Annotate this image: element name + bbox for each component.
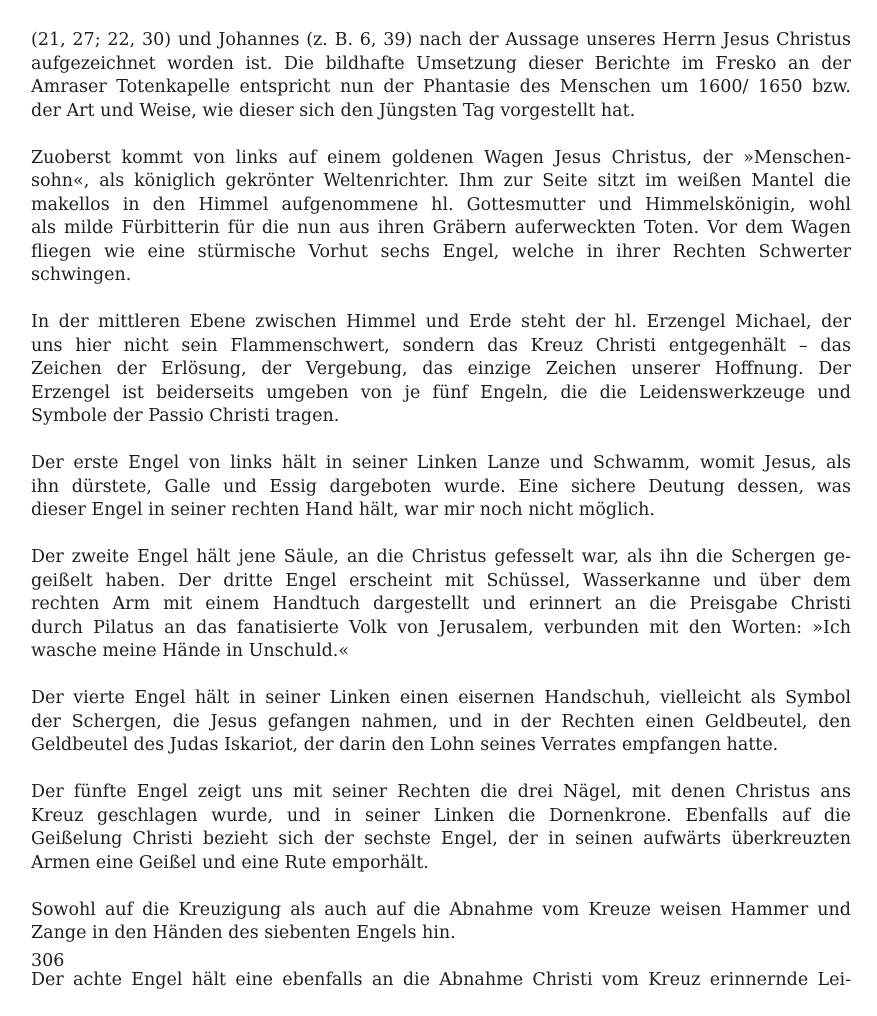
paragraph <box>31 311 851 429</box>
text-line: Sowohl auf die Kreuzigung als auch auf die Abnahme vom Kreuze weisen Hammer und <box>31 899 851 920</box>
text-line: ihn dürstete, Galle und Essig dargeboten wurde. Eine sichere Deutung dessen, was <box>31 476 851 497</box>
text-line: durch Pilatus an das fanatisierte Volk von Jerusalem, verbunden mit den Worten: »Ich <box>31 617 851 638</box>
text-line: dieser Engel in seiner rechten Hand hält, war mir noch nicht möglich. <box>31 500 655 520</box>
text-line: Zuoberst kommt von links auf einem goldenen Wagen Jesus Christus, der »Menschen- <box>31 147 851 168</box>
text-line: rechten Arm mit einem Handtuch dargestellt und erinnert an die Preisgabe Christi <box>31 594 851 614</box>
paragraph <box>31 899 851 946</box>
body-text <box>31 29 851 1016</box>
text-line: Symbole der Passio Christi tragen. <box>31 406 340 426</box>
text-line: geißelt haben. Der dritte Engel erscheint mit Schüssel, Wasserkanne und über dem <box>31 570 851 591</box>
text-line: Der achte Engel hält eine ebenfalls an die Abnahme Christi vom Kreuz erinnernde Lei- <box>31 970 851 990</box>
text-line: Armen eine Geißel und eine Rute emporhält. <box>31 852 429 873</box>
text-line: Zange in den Händen des siebenten Engels hin. <box>31 923 456 943</box>
text-line: (21, 27; 22, 30) und Johannes (z. B. 6, 39) nach der Aussage unseres Herrn Jesus Christus <box>31 30 851 50</box>
text-line: fliegen wie eine stürmische Vorhut sechs Engel, welche in ihrer Rechten Schwerter <box>31 241 851 262</box>
text-line: Geldbeutel des Judas Iskariot, der darin den Lohn seines Verrates empfangen hatte. <box>31 735 779 755</box>
paragraph <box>31 452 851 523</box>
text-line: wasche meine Hände in Unschuld.« <box>31 641 350 661</box>
text-line: Amraser Totenkapelle entspricht nun der Phantasie des Menschen um 1600/ 1650 bzw. <box>31 77 851 97</box>
paragraph <box>31 687 851 758</box>
text-line: Der erste Engel von links hält in seiner Linken Lanze und Schwamm, womit Jesus, als <box>31 453 851 473</box>
text-line: aufgezeichnet worden ist. Die bildhafte Umsetzung dieser Berichte im Fresko an der <box>31 53 851 74</box>
text-line: als milde Fürbitterin für die nun aus ihren Gräbern auferweckten Toten. Vor dem Wagen <box>31 218 851 238</box>
paragraph <box>31 29 851 123</box>
text-line: Geißelung Christi bezieht sich der sechste Engel, der in seinen aufwärts überkreuzten <box>31 829 851 849</box>
text-line: Der vierte Engel hält in seiner Linken einen eisernen Handschuh, vielleicht als Symbol <box>31 688 851 708</box>
text-line: Erzengel ist beiderseits umgeben von je fünf Engeln, die die Leidenswerkzeuge und <box>31 382 851 403</box>
text-line: Zeichen der Erlösung, der Vergebung, das einzige Zeichen unserer Hoffnung. Der <box>31 359 851 379</box>
text-line: sohn«, als königlich gekrönter Weltenrichter. Ihm zur Seite sitzt im weißen Mantel die <box>31 171 851 191</box>
paragraph <box>31 781 851 875</box>
text-line: Kreuz geschlagen wurde, und in seiner Linken die Dornenkrone. Ebenfalls auf die <box>31 805 851 826</box>
paragraph <box>31 969 851 993</box>
text-line: In der mittleren Ebene zwischen Himmel und Erde steht der hl. Erzengel Michael, der <box>31 312 851 332</box>
text-line: makellos in den Himmel aufgenommene hl. Gottesmutter und Himmelskönigin, wohl <box>31 194 851 215</box>
text-line: schwingen. <box>31 265 132 285</box>
text-line: der Schergen, die Jesus gefangen nahmen, und in der Rechten einen Geldbeutel, den <box>31 711 851 732</box>
text-line: Der zweite Engel hält jene Säule, an die Christus gefesselt war, als ihn die Schergen ge- <box>31 547 851 567</box>
paragraph <box>31 546 851 664</box>
page-number: 306 <box>31 951 65 971</box>
text-line: der Art und Weise, wie dieser sich den Jüngsten Tag vorgestellt hat. <box>31 100 636 121</box>
text-line: uns hier nicht sein Flammenschwert, sondern das Kreuz Christi entgegenhält – das <box>31 335 851 356</box>
paragraph <box>31 147 851 288</box>
text-line: Der fünfte Engel zeigt uns mit seiner Rechten die drei Nägel, mit denen Christus ans <box>31 782 851 802</box>
